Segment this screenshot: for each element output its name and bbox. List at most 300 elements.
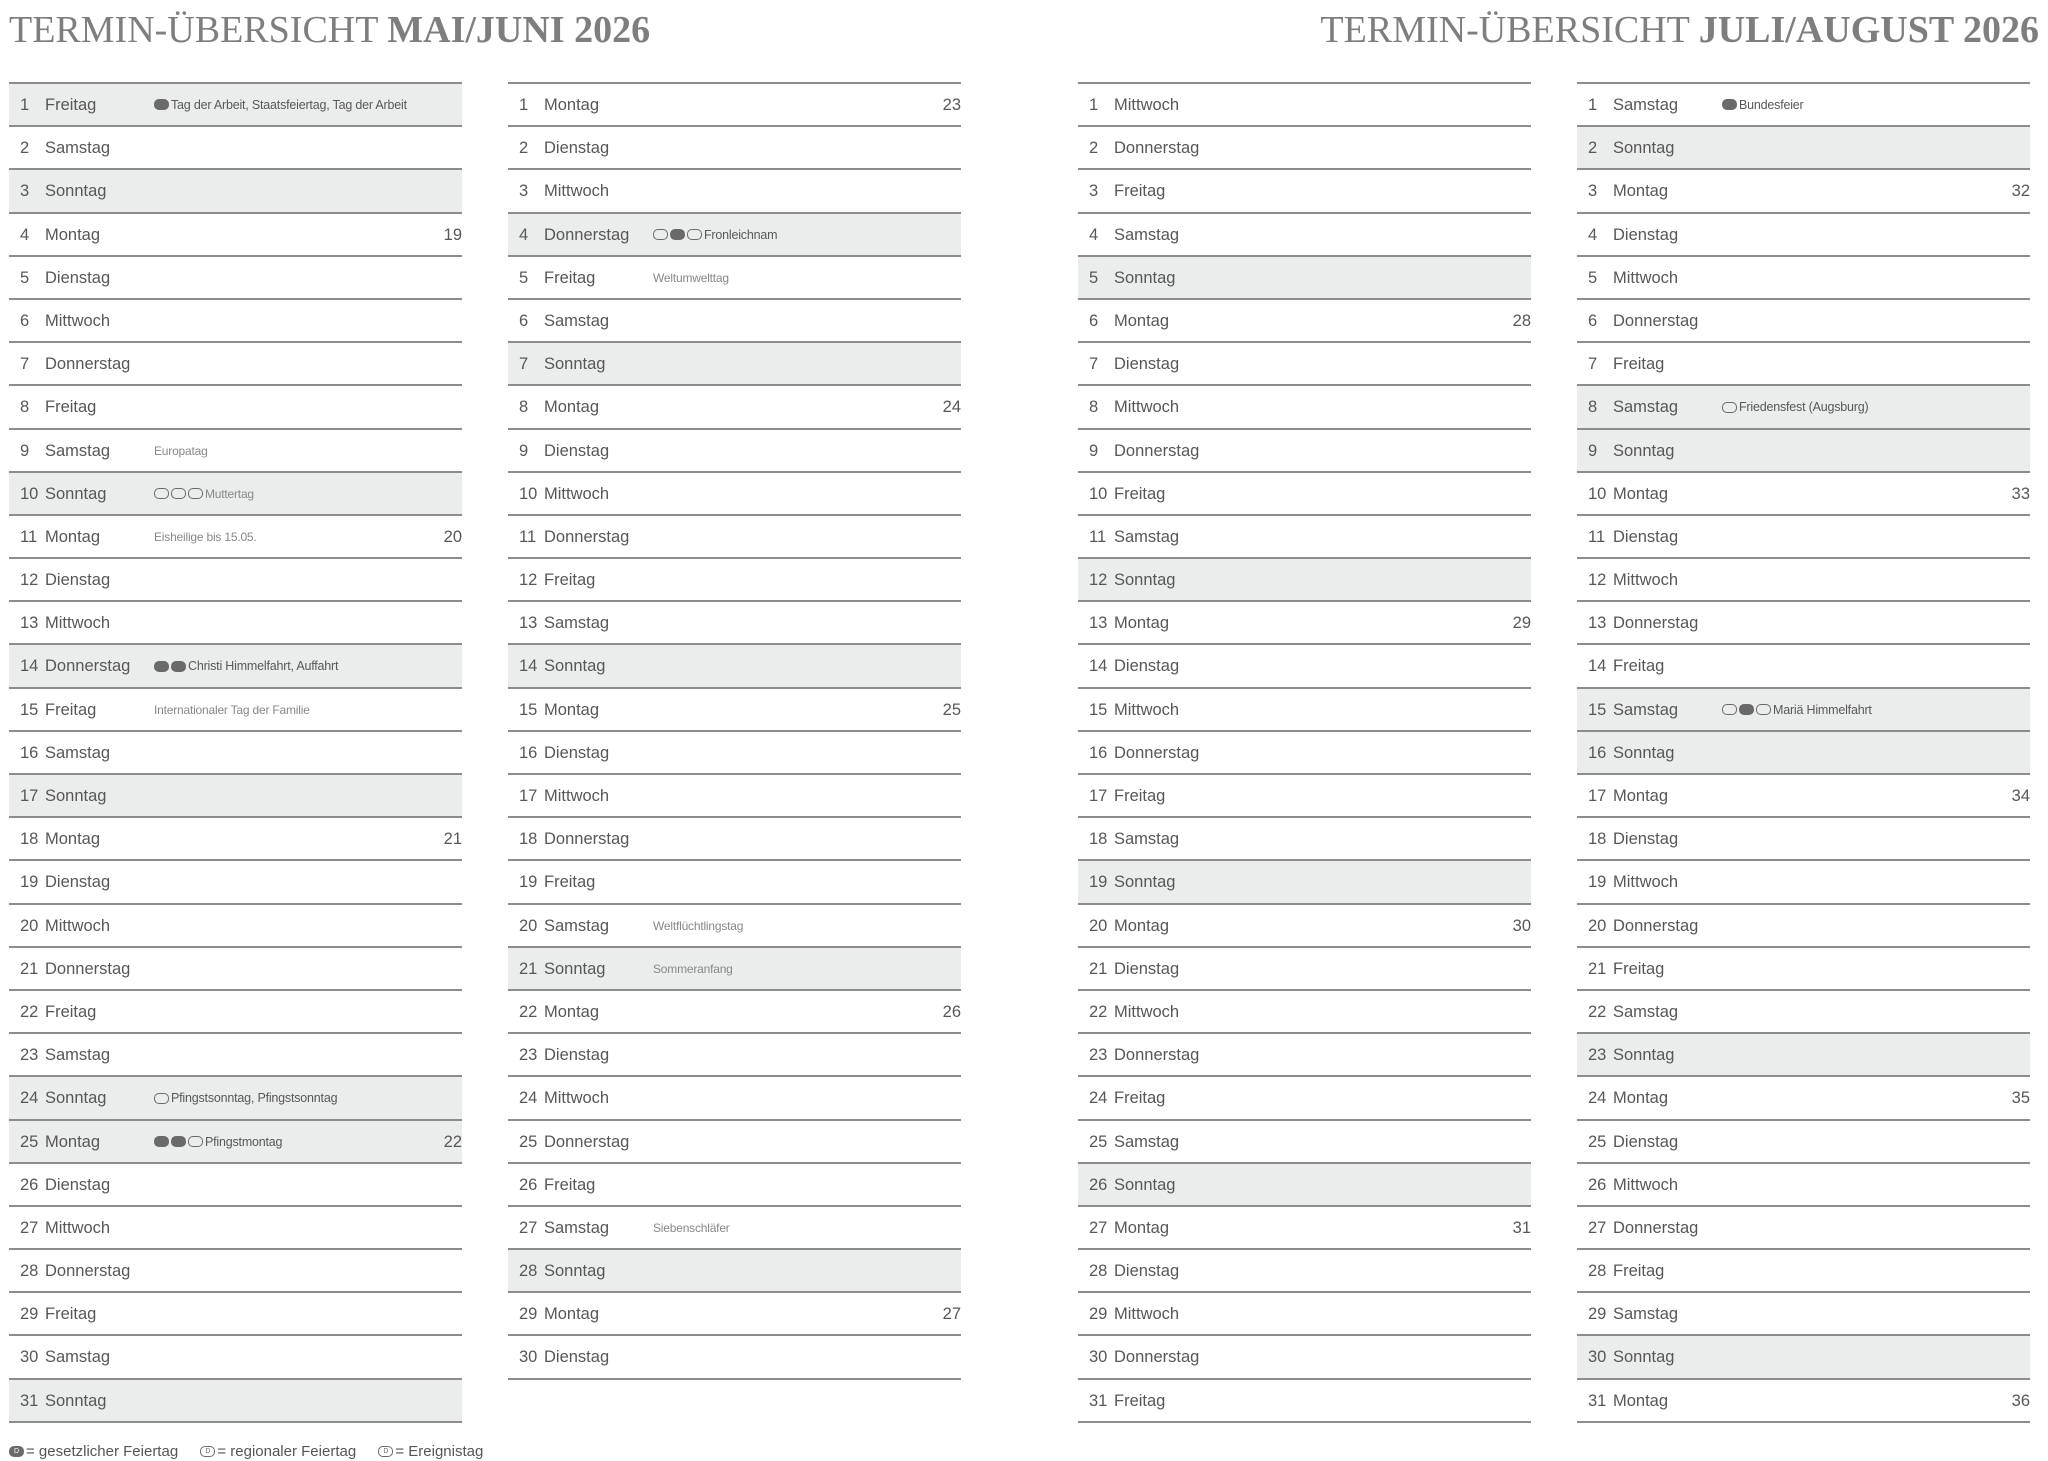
- event-day-icon: [188, 488, 203, 499]
- day-number: 11: [1588, 527, 1606, 546]
- day-row: [1577, 212, 2030, 255]
- day-row: [508, 514, 961, 557]
- day-row: [9, 255, 462, 298]
- day-row: [1577, 255, 2030, 298]
- day-number: 31: [20, 1391, 39, 1410]
- day-number: 12: [1588, 571, 1607, 590]
- day-number: 30: [1089, 1348, 1108, 1367]
- event-text: Pfingstmontag: [205, 1134, 283, 1149]
- day-number: 1: [1588, 96, 1598, 114]
- title-light: TERMIN-ÜBERSICHT: [1320, 9, 1699, 51]
- week-number: 21: [443, 830, 462, 849]
- week-number: 22: [443, 1132, 462, 1151]
- day-number: 3: [20, 182, 30, 201]
- day-number: 30: [20, 1348, 39, 1367]
- day-number: 18: [1089, 830, 1108, 849]
- day-row: [508, 903, 961, 946]
- day-row: [1078, 773, 1531, 816]
- week-number: 20: [443, 527, 462, 546]
- event-label: [1722, 98, 1804, 112]
- event-label: [154, 444, 208, 458]
- weekday-label: Montag: [1114, 916, 1170, 935]
- weekday-label: Freitag: [45, 700, 97, 719]
- weekday-label: Freitag: [45, 398, 97, 417]
- regional-holiday-icon: D: [200, 1446, 215, 1457]
- event-day-icon: D: [378, 1446, 393, 1457]
- day-number: 17: [1089, 787, 1108, 805]
- day-number: 6: [20, 311, 30, 330]
- day-number: 21: [1588, 959, 1607, 978]
- day-number: 8: [519, 398, 529, 417]
- day-row: [9, 212, 462, 255]
- weekday-label: Samstag: [45, 1046, 111, 1065]
- weekday-label: Montag: [45, 1132, 101, 1151]
- statutory-holiday-icon: [154, 99, 169, 110]
- day-number: 20: [1089, 916, 1108, 935]
- weekday-label: Montag: [1613, 1391, 1669, 1410]
- statutory-holiday-icon: [1739, 704, 1754, 715]
- day-number: 9: [519, 441, 529, 460]
- weekday-label: Freitag: [1114, 1089, 1166, 1108]
- weekday-label: Freitag: [45, 1002, 97, 1021]
- day-number: 30: [519, 1348, 538, 1367]
- month-column-juni: [508, 82, 961, 1380]
- legend-event-label: = Ereignistag: [395, 1443, 484, 1460]
- day-row: [9, 1378, 462, 1421]
- day-row: [508, 859, 961, 902]
- weekday-label: Mittwoch: [45, 614, 111, 633]
- day-row: [1577, 643, 2030, 686]
- event-label: [653, 228, 777, 242]
- day-number: 26: [20, 1175, 39, 1194]
- day-number: 14: [519, 657, 538, 676]
- day-row: [1577, 903, 2030, 946]
- weekday-label: Samstag: [544, 614, 610, 633]
- day-number: 2: [1089, 139, 1099, 158]
- week-number: 24: [942, 398, 961, 417]
- weekday-label: Freitag: [544, 571, 596, 590]
- day-number: 25: [20, 1132, 39, 1151]
- day-number: 5: [1089, 268, 1099, 287]
- weekday-label: Sonntag: [1613, 1348, 1675, 1367]
- weekday-label: Montag: [1114, 1218, 1170, 1237]
- weekday-label: Donnerstag: [1114, 743, 1200, 762]
- day-row: [1577, 514, 2030, 557]
- day-row: [1577, 341, 2030, 384]
- title-bold: MAI/JUNI 2026: [387, 9, 651, 51]
- day-row: [508, 989, 961, 1032]
- day-number: 8: [1089, 398, 1099, 417]
- weekday-label: Samstag: [1613, 96, 1679, 114]
- day-number: 28: [519, 1262, 538, 1281]
- weekday-label: Montag: [1114, 614, 1170, 633]
- weekday-label: Donnerstag: [544, 830, 630, 849]
- event-day-icon: [1756, 704, 1771, 715]
- day-number: 19: [1588, 873, 1607, 892]
- day-row: [9, 1248, 462, 1291]
- day-number: 15: [1588, 700, 1607, 719]
- day-row: [1078, 557, 1531, 600]
- day-number: 1: [20, 96, 30, 114]
- day-row: [1078, 816, 1531, 859]
- weekday-label: Sonntag: [45, 1391, 107, 1410]
- day-row: [1577, 1378, 2030, 1421]
- day-row: [1078, 1248, 1531, 1291]
- day-row: [9, 989, 462, 1032]
- event-label: [154, 530, 257, 544]
- week-number: 31: [1512, 1218, 1531, 1237]
- day-row: [508, 298, 961, 341]
- title-light: TERMIN-ÜBERSICHT: [9, 9, 388, 51]
- event-day-icon: [1722, 402, 1737, 413]
- day-number: 8: [1588, 398, 1598, 417]
- day-number: 2: [519, 139, 529, 158]
- weekday-label: Donnerstag: [544, 225, 630, 244]
- event-text: Mariä Himmelfahrt: [1773, 702, 1872, 717]
- day-row: [1577, 816, 2030, 859]
- weekday-label: Sonntag: [45, 1089, 107, 1108]
- week-number: 25: [942, 700, 961, 719]
- weekday-label: Montag: [45, 225, 101, 244]
- event-day-icon: [154, 488, 169, 499]
- day-number: 29: [1588, 1305, 1607, 1324]
- day-row: [1078, 730, 1531, 773]
- week-number: 29: [1512, 614, 1531, 633]
- event-day-icon: [687, 229, 702, 240]
- day-number: 16: [1588, 743, 1607, 762]
- weekday-label: Sonntag: [544, 355, 606, 374]
- event-label: [154, 487, 254, 501]
- day-row: [1078, 1032, 1531, 1075]
- day-row: [1577, 1032, 2030, 1075]
- day-row: [9, 557, 462, 600]
- week-number: 35: [2011, 1089, 2030, 1108]
- day-number: 14: [1588, 657, 1607, 676]
- day-number: 11: [519, 527, 537, 546]
- weekday-label: Donnerstag: [45, 355, 131, 374]
- legend-regional: [200, 1443, 356, 1460]
- weekday-label: Mittwoch: [45, 311, 111, 330]
- day-number: 8: [20, 398, 30, 417]
- day-row: [1078, 1205, 1531, 1248]
- weekday-label: Dienstag: [1114, 959, 1180, 978]
- weekday-label: Mittwoch: [544, 787, 610, 805]
- event-text: Fronleichnam: [704, 227, 778, 242]
- event-text: Siebenschläfer: [653, 1220, 730, 1235]
- month-column-juli: [1078, 82, 1531, 1423]
- day-row: [1577, 859, 2030, 902]
- day-number: 22: [1588, 1002, 1607, 1021]
- day-row: [1577, 384, 2030, 427]
- weekday-label: Freitag: [1613, 355, 1665, 374]
- event-label: [154, 1135, 282, 1149]
- weekday-label: Montag: [45, 527, 101, 546]
- day-number: 7: [20, 355, 30, 374]
- day-number: 9: [20, 441, 30, 460]
- day-number: 17: [1588, 787, 1607, 805]
- event-label: [653, 962, 733, 976]
- day-number: 14: [1089, 657, 1108, 676]
- day-row: [1577, 1248, 2030, 1291]
- event-text: Muttertag: [205, 486, 254, 501]
- day-number: 1: [1089, 96, 1099, 114]
- weekday-label: Montag: [1114, 311, 1170, 330]
- day-number: 3: [1588, 182, 1598, 201]
- weekday-label: Sonntag: [1114, 1175, 1176, 1194]
- day-number: 16: [20, 743, 39, 762]
- day-row: [508, 1248, 961, 1291]
- day-number: 10: [20, 484, 39, 503]
- weekday-label: Samstag: [45, 743, 111, 762]
- day-number: 3: [519, 182, 529, 201]
- day-number: 7: [519, 355, 529, 374]
- column-end-rule: [9, 1421, 462, 1423]
- weekday-label: Donnerstag: [1613, 1218, 1699, 1237]
- weekday-label: Donnerstag: [1613, 311, 1699, 330]
- day-row: [1577, 600, 2030, 643]
- day-row: [1078, 168, 1531, 211]
- weekday-label: Donnerstag: [45, 959, 131, 978]
- weekday-label: Montag: [1613, 787, 1669, 805]
- day-row: [9, 1162, 462, 1205]
- day-row: [9, 1334, 462, 1377]
- weekday-label: Donnerstag: [1613, 614, 1699, 633]
- day-number: 21: [519, 959, 538, 978]
- weekday-label: Sonntag: [1114, 873, 1176, 892]
- day-row: [1577, 773, 2030, 816]
- weekday-label: Dienstag: [1613, 1132, 1679, 1151]
- weekday-label: Samstag: [1114, 830, 1180, 849]
- day-number: 31: [1089, 1391, 1108, 1410]
- weekday-label: Samstag: [544, 1218, 610, 1237]
- day-row: [1078, 989, 1531, 1032]
- weekday-label: Sonntag: [45, 787, 107, 805]
- day-number: 5: [20, 268, 30, 287]
- week-number: 30: [1512, 916, 1531, 935]
- weekday-label: Dienstag: [544, 441, 610, 460]
- weekday-label: Montag: [1613, 484, 1669, 503]
- day-row: [1078, 298, 1531, 341]
- weekday-label: Freitag: [1613, 657, 1665, 676]
- day-number: 2: [20, 139, 30, 158]
- event-label: [154, 98, 407, 112]
- day-row: [508, 212, 961, 255]
- day-row: [1577, 1075, 2030, 1118]
- weekday-label: Sonntag: [544, 959, 606, 978]
- weekday-label: Sonntag: [1613, 743, 1675, 762]
- day-row: [1078, 255, 1531, 298]
- day-row: [1577, 989, 2030, 1032]
- weekday-label: Mittwoch: [1114, 700, 1180, 719]
- day-number: 25: [1089, 1132, 1108, 1151]
- event-text: Friedensfest (Augsburg): [1739, 400, 1869, 415]
- day-number: 28: [20, 1262, 39, 1281]
- column-end-rule: [1078, 1421, 1531, 1423]
- day-number: 18: [20, 830, 39, 849]
- weekday-label: Samstag: [45, 1348, 111, 1367]
- day-row: [1078, 1075, 1531, 1118]
- day-row: [1577, 730, 2030, 773]
- day-number: 19: [1089, 873, 1108, 892]
- day-row: [9, 1291, 462, 1334]
- day-row: [1078, 1291, 1531, 1334]
- event-day-icon: [1722, 704, 1737, 715]
- day-row: [508, 600, 961, 643]
- day-number: 12: [519, 571, 538, 590]
- day-row: [1577, 168, 2030, 211]
- day-number: 20: [519, 916, 538, 935]
- day-number: 4: [519, 225, 529, 244]
- day-row: [1078, 1334, 1531, 1377]
- day-row: [1577, 125, 2030, 168]
- day-number: 5: [1588, 268, 1598, 287]
- event-label: [154, 703, 310, 717]
- column-end-rule: [508, 1378, 961, 1380]
- day-row: [9, 428, 462, 471]
- weekday-label: Sonntag: [1613, 139, 1675, 158]
- day-number: 14: [20, 657, 39, 676]
- weekday-label: Freitag: [45, 96, 97, 114]
- day-row: [508, 643, 961, 686]
- day-number: 13: [519, 614, 538, 633]
- day-number: 18: [1588, 830, 1607, 849]
- weekday-label: Samstag: [544, 916, 610, 935]
- day-number: 2: [1588, 139, 1598, 158]
- weekday-label: Montag: [544, 398, 600, 417]
- event-text: Sommeranfang: [653, 961, 733, 976]
- title-bold: JULI/AUGUST 2026: [1698, 9, 2039, 51]
- day-row: [9, 82, 462, 125]
- day-row: [508, 816, 961, 859]
- day-row: [9, 471, 462, 514]
- day-number: 18: [519, 830, 538, 849]
- day-number: 23: [519, 1046, 538, 1065]
- day-number: 10: [1588, 484, 1607, 503]
- day-number: 5: [519, 268, 529, 287]
- event-label: [154, 659, 338, 673]
- event-label: [653, 271, 729, 285]
- day-number: 24: [20, 1089, 39, 1108]
- weekday-label: Dienstag: [544, 1348, 610, 1367]
- day-number: 9: [1089, 441, 1099, 460]
- legend: [9, 1443, 501, 1460]
- weekday-label: Montag: [544, 96, 600, 114]
- day-row: [508, 1075, 961, 1118]
- day-row: [1577, 946, 2030, 989]
- day-row: [1577, 1291, 2030, 1334]
- weekday-label: Dienstag: [544, 1046, 610, 1065]
- day-number: 26: [1588, 1175, 1607, 1194]
- day-number: 11: [20, 527, 38, 546]
- weekday-label: Freitag: [544, 268, 596, 287]
- day-number: 28: [1089, 1262, 1108, 1281]
- weekday-label: Donnerstag: [45, 657, 131, 676]
- day-number: 21: [20, 959, 39, 978]
- weekday-label: Freitag: [1613, 1262, 1665, 1281]
- day-row: [1577, 298, 2030, 341]
- day-row: [508, 1334, 961, 1377]
- day-number: 11: [1089, 527, 1107, 546]
- day-row: [1078, 125, 1531, 168]
- event-text: Internationaler Tag der Familie: [154, 702, 310, 717]
- day-row: [1078, 946, 1531, 989]
- week-number: 34: [2011, 787, 2030, 805]
- statutory-holiday-icon: D: [9, 1446, 24, 1457]
- weekday-label: Sonntag: [1114, 571, 1176, 590]
- day-number: 23: [1588, 1046, 1607, 1065]
- weekday-label: Samstag: [1613, 1305, 1679, 1324]
- day-row: [508, 255, 961, 298]
- day-row: [9, 859, 462, 902]
- week-number: 32: [2011, 182, 2030, 201]
- weekday-label: Samstag: [1114, 527, 1180, 546]
- day-row: [9, 341, 462, 384]
- legend-event: [378, 1443, 483, 1460]
- weekday-label: Donnerstag: [544, 1132, 630, 1151]
- weekday-label: Dienstag: [1613, 527, 1679, 546]
- day-row: [508, 1032, 961, 1075]
- day-row: [1078, 341, 1531, 384]
- day-row: [1577, 557, 2030, 600]
- day-row: [1078, 1378, 1531, 1421]
- event-label: [1722, 703, 1872, 717]
- weekday-label: Donnerstag: [45, 1262, 131, 1281]
- legend-statutory: [9, 1443, 178, 1460]
- day-row: [508, 471, 961, 514]
- weekday-label: Sonntag: [1114, 268, 1176, 287]
- day-number: 12: [20, 571, 39, 590]
- day-row: [9, 1032, 462, 1075]
- day-number: 29: [20, 1305, 39, 1324]
- event-text: Europatag: [154, 443, 208, 458]
- day-number: 23: [20, 1046, 39, 1065]
- day-number: 26: [1089, 1175, 1108, 1194]
- weekday-label: Sonntag: [544, 1262, 606, 1281]
- page-title-right: [1320, 8, 2039, 52]
- weekday-label: Sonntag: [544, 657, 606, 676]
- day-number: 15: [20, 700, 39, 719]
- statutory-holiday-icon: [171, 1136, 186, 1147]
- statutory-holiday-icon: [171, 661, 186, 672]
- day-row: [508, 428, 961, 471]
- weekday-label: Freitag: [45, 1305, 97, 1324]
- day-number: 3: [1089, 182, 1099, 201]
- event-label: [154, 1091, 337, 1105]
- weekday-label: Donnerstag: [1114, 1046, 1200, 1065]
- day-number: 24: [519, 1089, 538, 1108]
- week-number: 28: [1512, 311, 1531, 330]
- day-number: 27: [1588, 1218, 1607, 1237]
- day-row: [1078, 1162, 1531, 1205]
- day-row: [508, 557, 961, 600]
- day-row: [508, 773, 961, 816]
- day-row: [1577, 687, 2030, 730]
- weekday-label: Mittwoch: [1114, 1002, 1180, 1021]
- weekday-label: Sonntag: [45, 484, 107, 503]
- weekday-label: Mittwoch: [544, 484, 610, 503]
- week-number: 27: [942, 1305, 961, 1324]
- day-row: [508, 125, 961, 168]
- day-row: [9, 298, 462, 341]
- weekday-label: Dienstag: [1114, 355, 1180, 374]
- day-number: 29: [1089, 1305, 1108, 1324]
- day-row: [9, 643, 462, 686]
- weekday-label: Dienstag: [45, 873, 111, 892]
- day-number: 15: [1089, 700, 1108, 719]
- day-row: [9, 816, 462, 859]
- day-number: 6: [519, 311, 529, 330]
- day-number: 22: [1089, 1002, 1108, 1021]
